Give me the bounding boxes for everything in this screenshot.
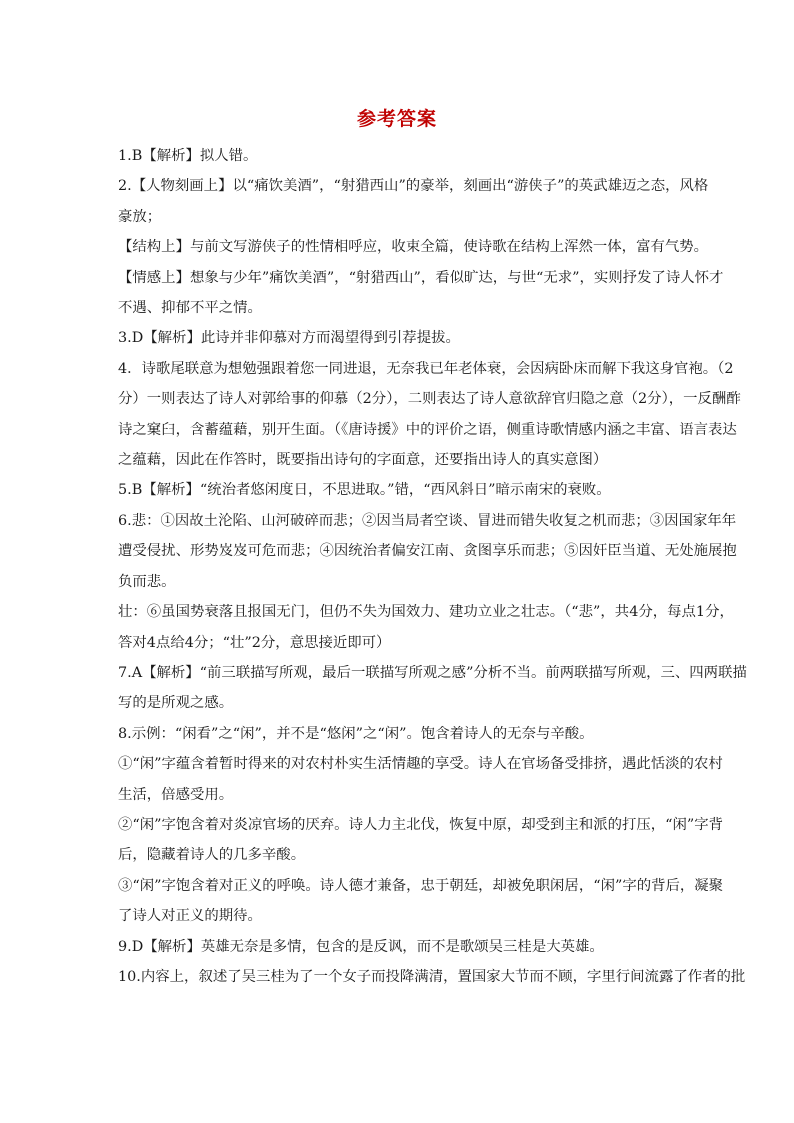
text-line: 6.悲：①因故土沦陷、山河破碎而悲；②因当局者空谈、冒进而错失收复之机而悲；③因国家年年 [118,512,737,529]
answer-body [118,141,747,992]
text-line: 诗之窠臼，含蓄蕴藉，别开生面。（《唐诗援》中的评价之语，侧重诗歌情感内涵之丰富、语言表达 [118,421,737,438]
text-line: 9.D【解析】英雄无奈是多情，包含的是反讽，而不是歌颂吴三桂是大英雄。 [118,938,604,955]
text-line: ①“闲”字蕴含着暂时得来的对农村朴实生活情趣的享受。诗人在官场备受排挤，遇此恬淡的农村 [118,756,723,773]
text-line: 生活，倍感受用。 [118,786,234,803]
text-line: 壮：⑥虽国势衰落且报国无门，但仍不失为国效力、建功立业之壮志。（“悲”，共4分，每点1分， [118,604,734,621]
text-line: ③“闲”字饱含着对正义的呼唤。诗人德才兼备，忠于朝廷，却被免职闲居，“闲”字的背后，凝聚 [118,877,724,894]
text-line: 8.示例：“闲看”之“闲”，并不是“悠闲”之“闲”。饱含着诗人的无奈与辛酸。 [118,725,594,742]
text-line: 【结构上】与前文写游侠子的性情相呼应，收束全篇，使诗歌在结构上浑然一体，富有气势。 [118,239,709,256]
text-line: 负而悲。 [118,573,176,590]
text-line: 遭受侵扰、形势岌岌可危而悲；④因统治者偏安江南、贪图享乐而悲；⑤因奸臣当道、无处施展抱 [118,543,737,560]
text-line: 后，隐藏着诗人的几多辛酸。 [118,847,306,864]
text-line: 分）一则表达了诗人对郭给事的仰慕（2分），二则表达了诗人意欲辞官归隐之意（2分），一反酬酢 [118,391,741,408]
text-line: 4．诗歌尾联意为想勉强跟着您一同进退，无奈我已年老体衰，会因病卧床而解下我这身官袍。（2 [118,360,734,377]
text-line: 7.A【解析】“前三联描写所观，最后一联描写所观之感”分析不当。前两联描写所观，三、四两联描 [118,664,747,681]
text-line: 1.B【解析】拟人错。 [118,148,258,164]
text-line: 10.内容上，叙述了吴三桂为了一个女子而投降满清，置国家大节而不顾，字里行间流露了作者的批 [118,968,746,985]
text-line: 2.【人物刻画上】以“痛饮美酒”，“射猎西山”的豪举，刻画出“游侠子”的英武雄迈之态，风格 [118,178,709,195]
text-line: 3.D【解析】此诗并非仰慕对方而渴望得到引荐提拔。 [118,330,460,347]
text-line: ②“闲”字饱含着对炎凉官场的厌弃。诗人力主北伐，恢复中原，却受到主和派的打压，“闲”字背 [118,816,724,833]
text-line: 答对4点给4分；“壮”2分，意思接近即可） [118,634,391,651]
text-line: 5.B【解析】“统治者悠闲度日，不思进取。”错，“西风斜日”暗示南宋的衰败。 [118,482,611,499]
text-line: 写的是所观之感。 [118,695,234,712]
text-line: 【情感上】想象与少年”痛饮美酒”，“射猎西山”，看似旷达，与世“无求”，实则抒发了诗人怀才 [118,269,724,286]
text-line: 豪放； [118,208,162,225]
page-title: 参考答案 [356,108,437,130]
text-line: 了诗人对正义的期待。 [118,908,262,925]
text-line: 之蕴藉，因此在作答时，既要指出诗句的字面意，还要指出诗人的真实意图） [118,452,608,469]
text-line: 不遇、抑郁不平之情。 [118,300,262,317]
